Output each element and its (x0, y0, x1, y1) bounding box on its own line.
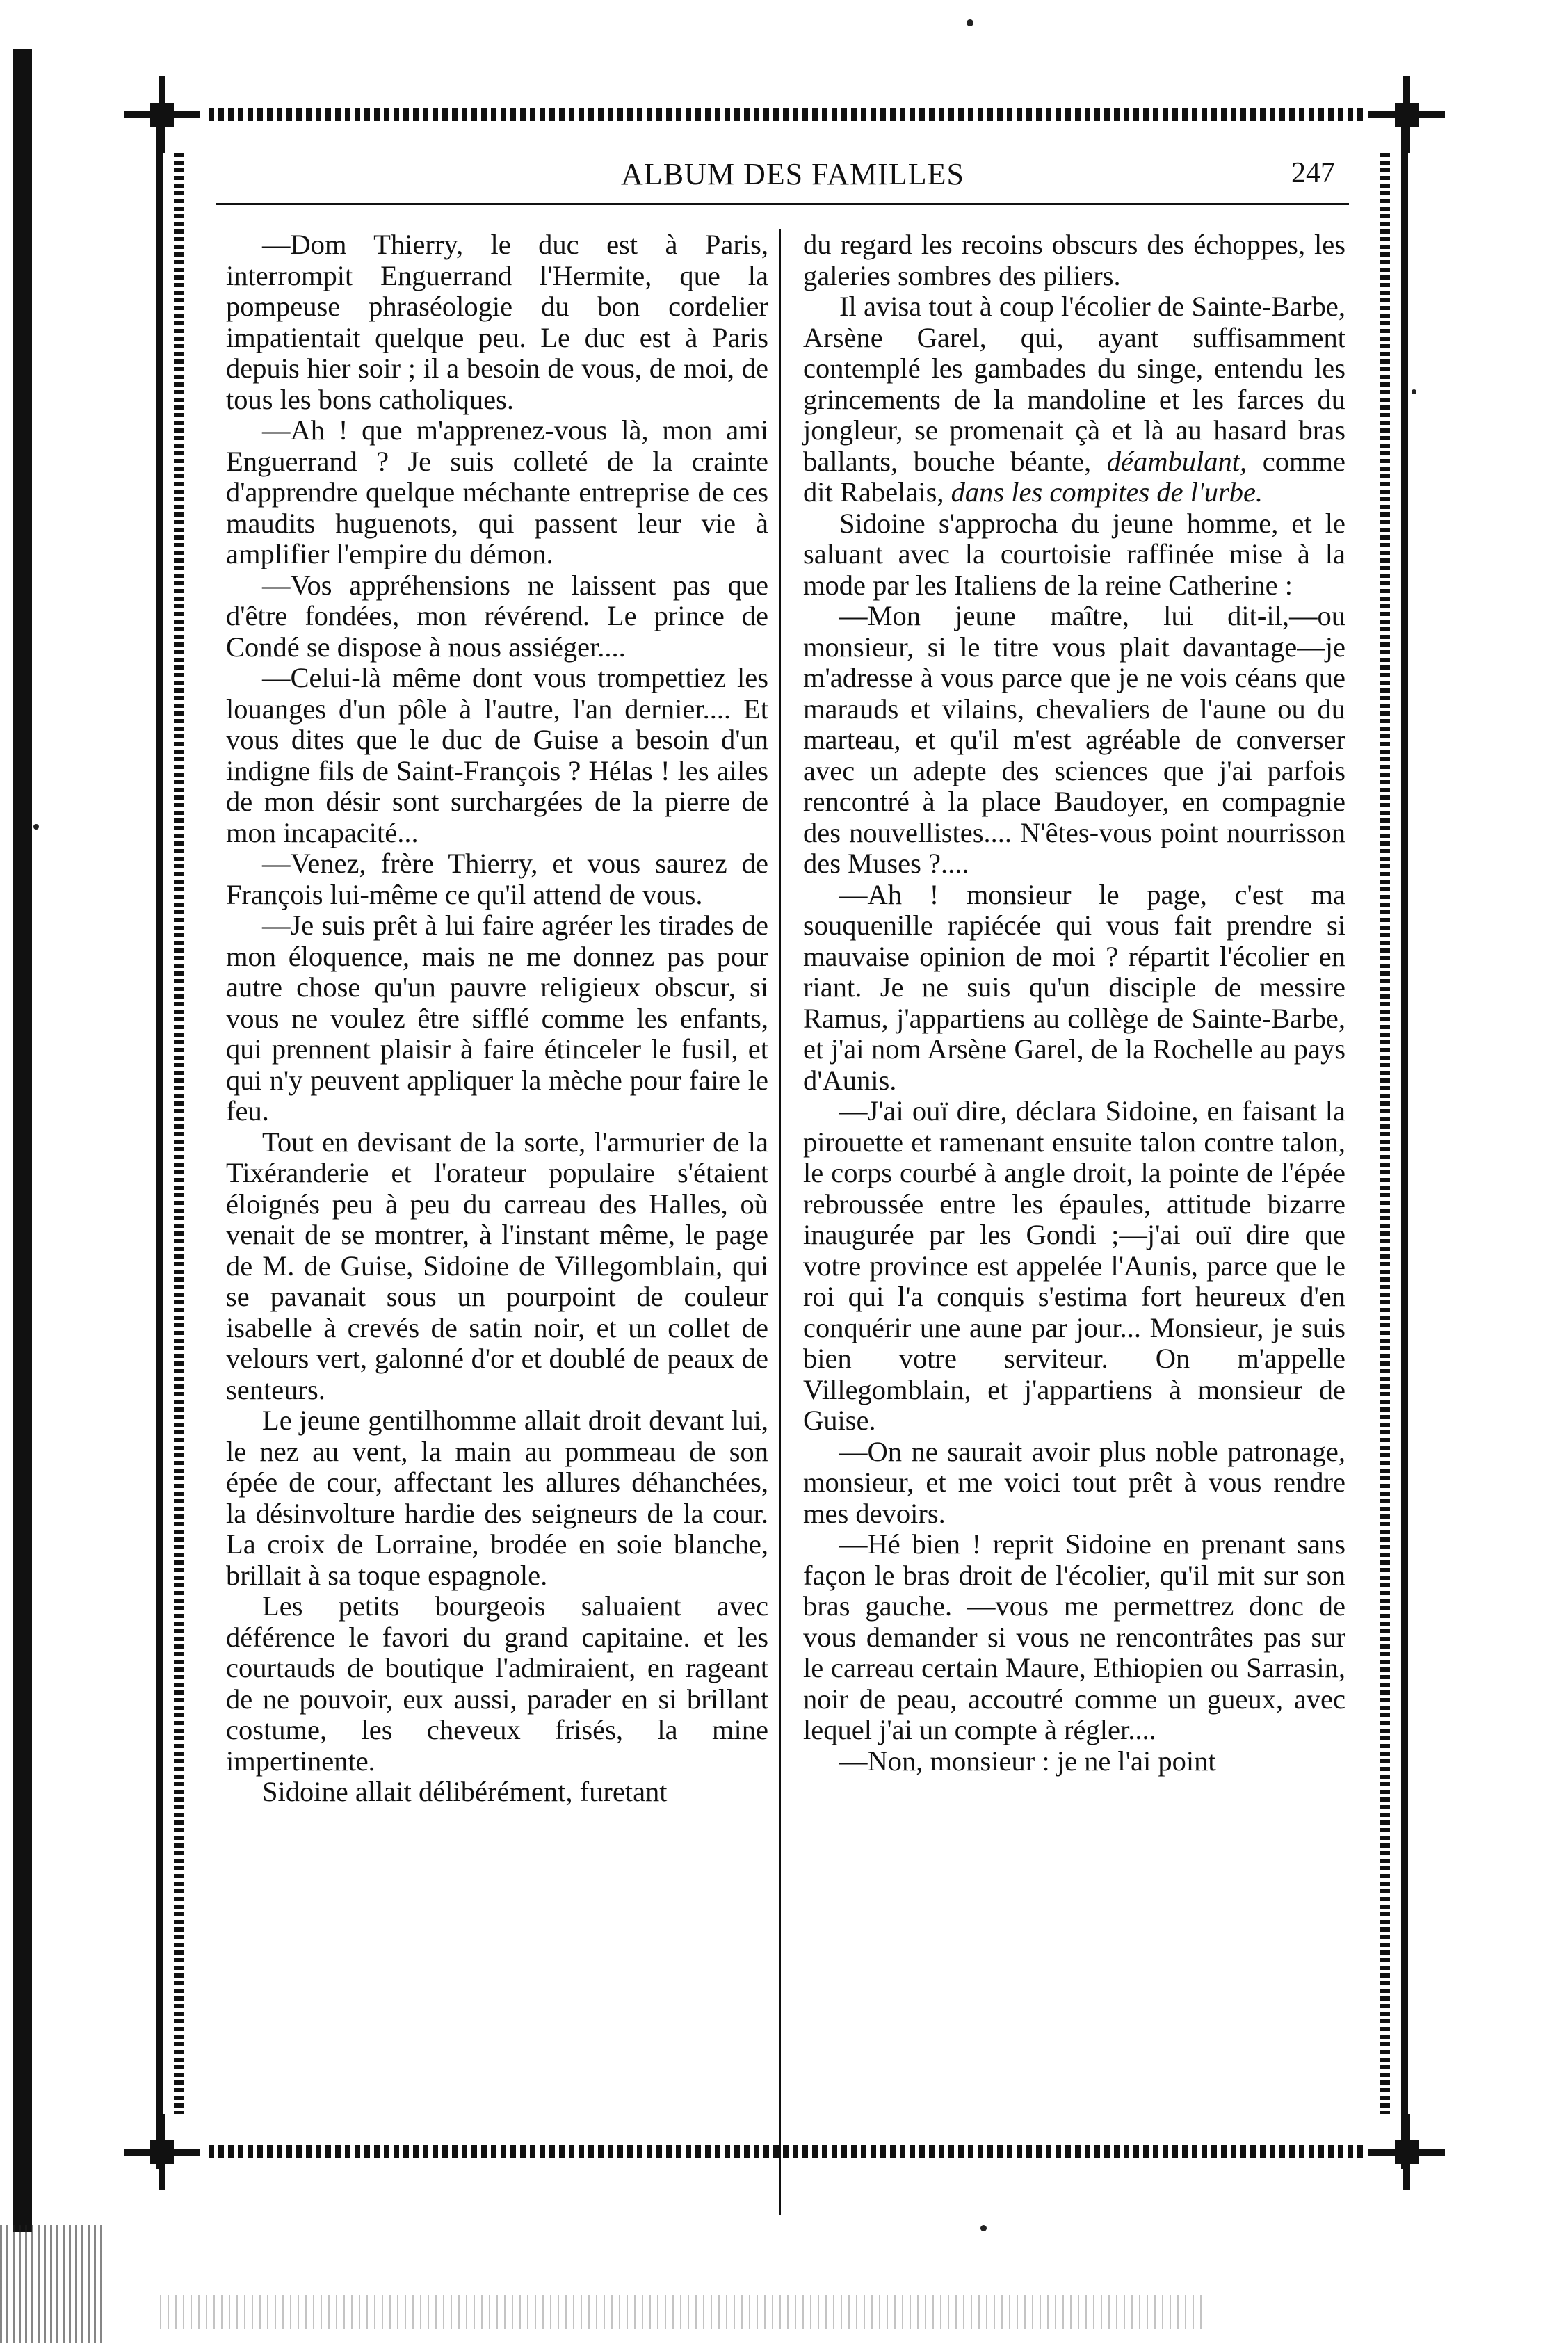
binding-spine (13, 49, 32, 2232)
paragraph: Les petits bourgeois saluaient avec déférence le favori du grand capitaine. et les courtauds de boutique l'admiraient, en rageant de ne pouvoir, eux aussi, parader en si brillant costume, les cheveux frisés, la mine impertinente. (226, 1590, 768, 1777)
paragraph: Tout en devisant de la sorte, l'armurier de la Tixéranderie et l'orateur populaire s'étaient éloignés peu à peu du carreau des Halles, où venait de se montrer, à l'instant même, le page de M. de Guise, Sidoine de Villegomblain, qui se pavanait sous un pourpoint de couleur isabelle à crevés de satin noir, et un collet de velours vert, galonné d'or et doublé de peaux de senteurs. (226, 1126, 768, 1405)
ink-speck (980, 2225, 987, 2231)
left-hatched-border (174, 153, 184, 2114)
paragraph: du regard les recoins obscurs des échoppes, les galeries sombres des piliers. (803, 229, 1345, 291)
italic-quote: dans les compites de l'urbe. (951, 476, 1263, 508)
paragraph: Sidoine allait délibérément, furetant (262, 1776, 668, 1807)
binding-shadow (0, 2225, 104, 2343)
ink-speck (33, 824, 39, 830)
ink-speck (967, 19, 973, 26)
header-rule (216, 203, 1349, 205)
right-hatched-border (1380, 153, 1390, 2114)
paragraph: —Venez, frère Thierry, et vous saurez de François lui-même ce qu'il attend de vous. (226, 848, 768, 910)
paragraph: —Hé bien ! reprit Sidoine en prenant sans façon le bras droit de l'écolier, qu'il mit sur son bras gauche. —vous me permettrez donc de vous demander si vous ne rencontrâtes pas sur le carreau certain Maure, Ethiopien ou Sarrasin, noir de peau, accoutré comme un gueux, avec lequel j'ai un compte à régler.... (803, 1528, 1345, 1745)
italic-quote: déambulant, (1106, 445, 1247, 477)
bottom-ornament-border (209, 2145, 1363, 2158)
scan-noise (160, 2295, 1203, 2329)
paragraph: —Ah ! que m'apprenez-vous là, mon ami Enguerrand ? Je suis colleté de la crainte d'apprendre quelque méchante entreprise de ces maudits huguenots, qui passent leur vie à amplifier l'empire du démon. (226, 414, 768, 569)
paragraph: —On ne saurait avoir plus noble patronage, monsieur, et me voici tout prêt à vous rendre mes devoirs. (803, 1435, 1345, 1529)
left-text-column (226, 229, 768, 1808)
top-left-corner-ornament (124, 76, 200, 153)
paragraph: —Vos appréhensions ne laissent pas que d'être fondées, mon révérend. Le prince de Condé se dispose à nous assiéger.... (226, 569, 768, 663)
paragraph: —Celui-là même dont vous trompettiez les louanges d'un pôle à l'autre, l'an dernier.... Et vous dites que le duc de Guise a besoin d'un indigne fils de Saint-François ? Hélas ! les ailes de mon désir sont surchargées de la pierre de mon incapacité... (226, 662, 768, 848)
paragraph: Sidoine s'approcha du jeune homme, et le saluant avec la courtoisie raffinée mise à la mode par les Italiens de la reine Catherine : (803, 507, 1345, 601)
paragraph (803, 291, 1345, 508)
running-head-title: ALBUM DES FAMILLES (621, 157, 964, 191)
paragraph-text: comme dit Rabelais, (803, 445, 1345, 508)
paragraph: Le jeune gentilhomme allait droit devant lui, le nez au vent, la main au pommeau de son épée de cour, affectant les allures déhanchées, la désinvolture hardie des seigneurs de la cour. La croix de Lorraine, brodée en soie blanche, brillait à sa toque espagnole. (226, 1405, 768, 1591)
paragraph: —Mon jeune maître, lui dit-il,—ou monsieur, si le titre vous plait davantage—je m'adresse à vous parce que je ne vois céans que marauds et vilains, chevaliers de l'aune ou du marteau, et qu'il m'est agréable de converser avec un adepte des sciences que j'ai parfois rencontré à la place Baudoyer, en compagnie des nouvellistes.... N'êtes-vous point nourrisson des Muses ?.... (803, 600, 1345, 879)
top-ornament-border (209, 108, 1363, 121)
bottom-right-corner-ornament (1368, 2114, 1445, 2190)
paragraph: —J'ai ouï dire, déclara Sidoine, en faisant la pirouette et ramenant ensuite talon contre talon, le corps courbé à angle droit, la pointe de l'épée rebroussée entre les épaules, attitude bizarre inaugurée par les Gondi ;—j'ai ouï dire que votre province est appelée l'Aunis, parce que le roi qui l'a conquis s'estima fort heureux d'en conquérir une aune par jour... Monsieur, je suis bien votre serviteur. On m'appelle Villegomblain, et j'appartiens à monsieur de Guise. (803, 1095, 1345, 1436)
left-frame-rule (156, 111, 163, 2169)
paragraph: —Ah ! monsieur le page, c'est ma souquenille rapiécée qui vous fait prendre si mauvaise opinion de moi ? répartit l'écolier en riant. Je ne suis qu'un disciple de messire Ramus, j'appartiens au collège de Sainte-Barbe, et j'ai nom Arsène Garel, de la Rochelle au pays d'Aunis. (803, 878, 1345, 1096)
paragraph: —Non, monsieur : je ne l'ai point (839, 1745, 1216, 1777)
top-right-corner-ornament (1368, 76, 1445, 153)
page-number: 247 (1291, 157, 1335, 189)
bottom-left-corner-ornament (124, 2114, 200, 2190)
right-text-column (803, 229, 1345, 1777)
ink-speck (1412, 389, 1416, 394)
right-frame-rule (1401, 111, 1408, 2169)
paragraph: —Je suis prêt à lui faire agréer les tirades de mon éloquence, mais ne me donnez pas pour autre chose qu'un pauvre religieux obscur, si vous ne voulez être sifflé comme les enfants, qui prennent plaisir à faire étinceler le fusil, et qui n'y peuvent appliquer la mèche pour faire le feu. (226, 910, 768, 1126)
column-divider (779, 229, 781, 2215)
paragraph: —Dom Thierry, le duc est à Paris, interrompit Enguerrand l'Hermite, que la pompeuse phraséologie du bon cordelier impatientait quelque peu. Le duc est à Paris depuis hier soir ; il a besoin de vous, de moi, de tous les bons catholiques. (226, 229, 768, 415)
paragraph-text: Il avisa tout à coup l'écolier de Sainte-Barbe, Arsène Garel, qui, ayant suffisamment contemplé les gambades du singe, entendu les grincements de la mandoline et les farces du jongleur, se promenait çà et là au hasard bras ballants, bouche béante, (803, 291, 1345, 477)
